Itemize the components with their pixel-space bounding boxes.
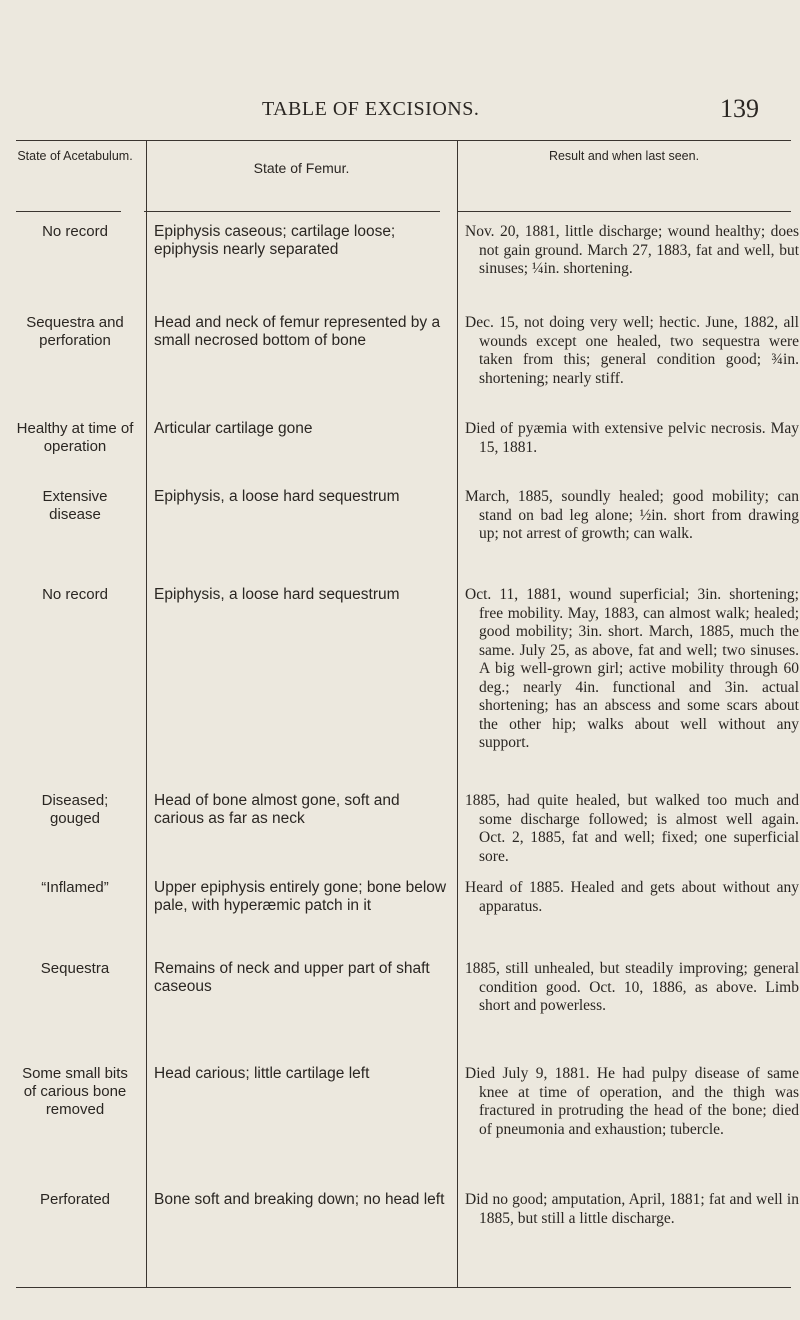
femur-cell: Articular cartilage gone — [154, 420, 313, 437]
result-cell: Dec. 15, not doing very well; hectic. June, 1882, all wounds except one healed, two sequestra were taken from this; general condition good; ¾in. shortening; nearly stiff. — [465, 314, 799, 387]
acetabulum-cell: Perforated — [39, 1191, 111, 1208]
column-header-femur: State of Femur. — [253, 160, 350, 176]
result-cell: Did no good; amputation, April, 1881; fat and well in 1885, but still a little discharge. — [465, 1191, 799, 1227]
header-rule — [457, 211, 791, 212]
femur-cell: Epiphysis, a loose hard sequestrum — [154, 586, 400, 603]
result-cell: Oct. 11, 1881, wound superficial; 3in. shortening; free mobility. May, 1883, can almost walk; healed; good mobility; 3in. short. March, 1885, much the same. July 25, as above, fat and well; two sinuses. A big well-grown girl; active mobility through 60 deg.; nearly 4in. functional and 3in. actual shortening; has an abscess and some scars about the other hip; walks about well without any support. — [465, 586, 799, 751]
femur-cell: Epiphysis, a loose hard sequestrum — [154, 488, 400, 505]
femur-cell: Head carious; little cartilage left — [154, 1065, 370, 1082]
result-cell: 1885, still unhealed, but steadily improving; general condition good. Oct. 10, 1886, as above. Limb short and powerless. — [465, 960, 799, 1014]
header-rule — [16, 211, 121, 212]
acetabulum-cell: Healthy at time of operation — [16, 420, 134, 455]
femur-cell: Upper epiphysis entirely gone; bone below pale, with hyperæmic patch in it — [154, 879, 447, 914]
column-rule — [457, 141, 458, 1287]
excisions-table — [16, 140, 799, 1288]
acetabulum-cell: No record — [42, 223, 108, 240]
column-rule — [146, 141, 147, 1287]
result-cell: Died July 9, 1881. He had pulpy disease of same knee at time of operation, and the thigh was fractured in protruding the head of the bone; died of pneumonia and exhaustion; tubercle. — [465, 1065, 799, 1138]
acetabulum-cell: “Inflamed” — [41, 879, 109, 896]
acetabulum-cell: Extensive disease — [42, 488, 108, 523]
acetabulum-cell: No record — [42, 586, 108, 603]
column-header-acetabulum: State of Acetabulum. — [17, 149, 133, 163]
femur-cell: Epiphysis caseous; cartilage loose; epiphysis nearly separated — [154, 223, 396, 258]
femur-cell: Bone soft and breaking down; no head left — [154, 1191, 445, 1208]
running-title: TABLE OF EXCISIONS. — [262, 98, 480, 120]
acetabulum-cell: Sequestra — [40, 960, 110, 977]
result-cell: Heard of 1885. Healed and gets about without any apparatus. — [465, 879, 799, 915]
acetabulum-cell: Sequestra and perforation — [26, 314, 124, 349]
femur-cell: Head of bone almost gone, soft and carious as far as neck — [154, 792, 400, 827]
column-header-result: Result and when last seen. — [548, 149, 700, 163]
result-cell: Nov. 20, 1881, little discharge; wound healthy; does not gain ground. March 27, 1883, fat and well, but sinuses; ¼in. shortening. — [465, 223, 799, 277]
result-cell: 1885, had quite healed, but walked too much and some discharge followed; is almost well again. Oct. 2, 1885, fat and well; fixed; one superficial sore. — [465, 792, 799, 865]
acetabulum-cell: Some small bits of carious bone removed — [22, 1065, 128, 1118]
page-number: 139 — [720, 94, 759, 123]
femur-cell: Remains of neck and upper part of shaft caseous — [154, 960, 430, 995]
result-cell: March, 1885, soundly healed; good mobility; can stand on bad leg alone; ½in. short from drawing up; not arrest of growth; can walk. — [465, 488, 799, 542]
result-cell: Died of pyæmia with extensive pelvic necrosis. May 15, 1881. — [465, 420, 799, 456]
header-rule — [144, 211, 440, 212]
femur-cell: Head and neck of femur represented by a small necrosed bottom of bone — [154, 314, 441, 349]
acetabulum-cell: Diseased; gouged — [41, 792, 109, 827]
